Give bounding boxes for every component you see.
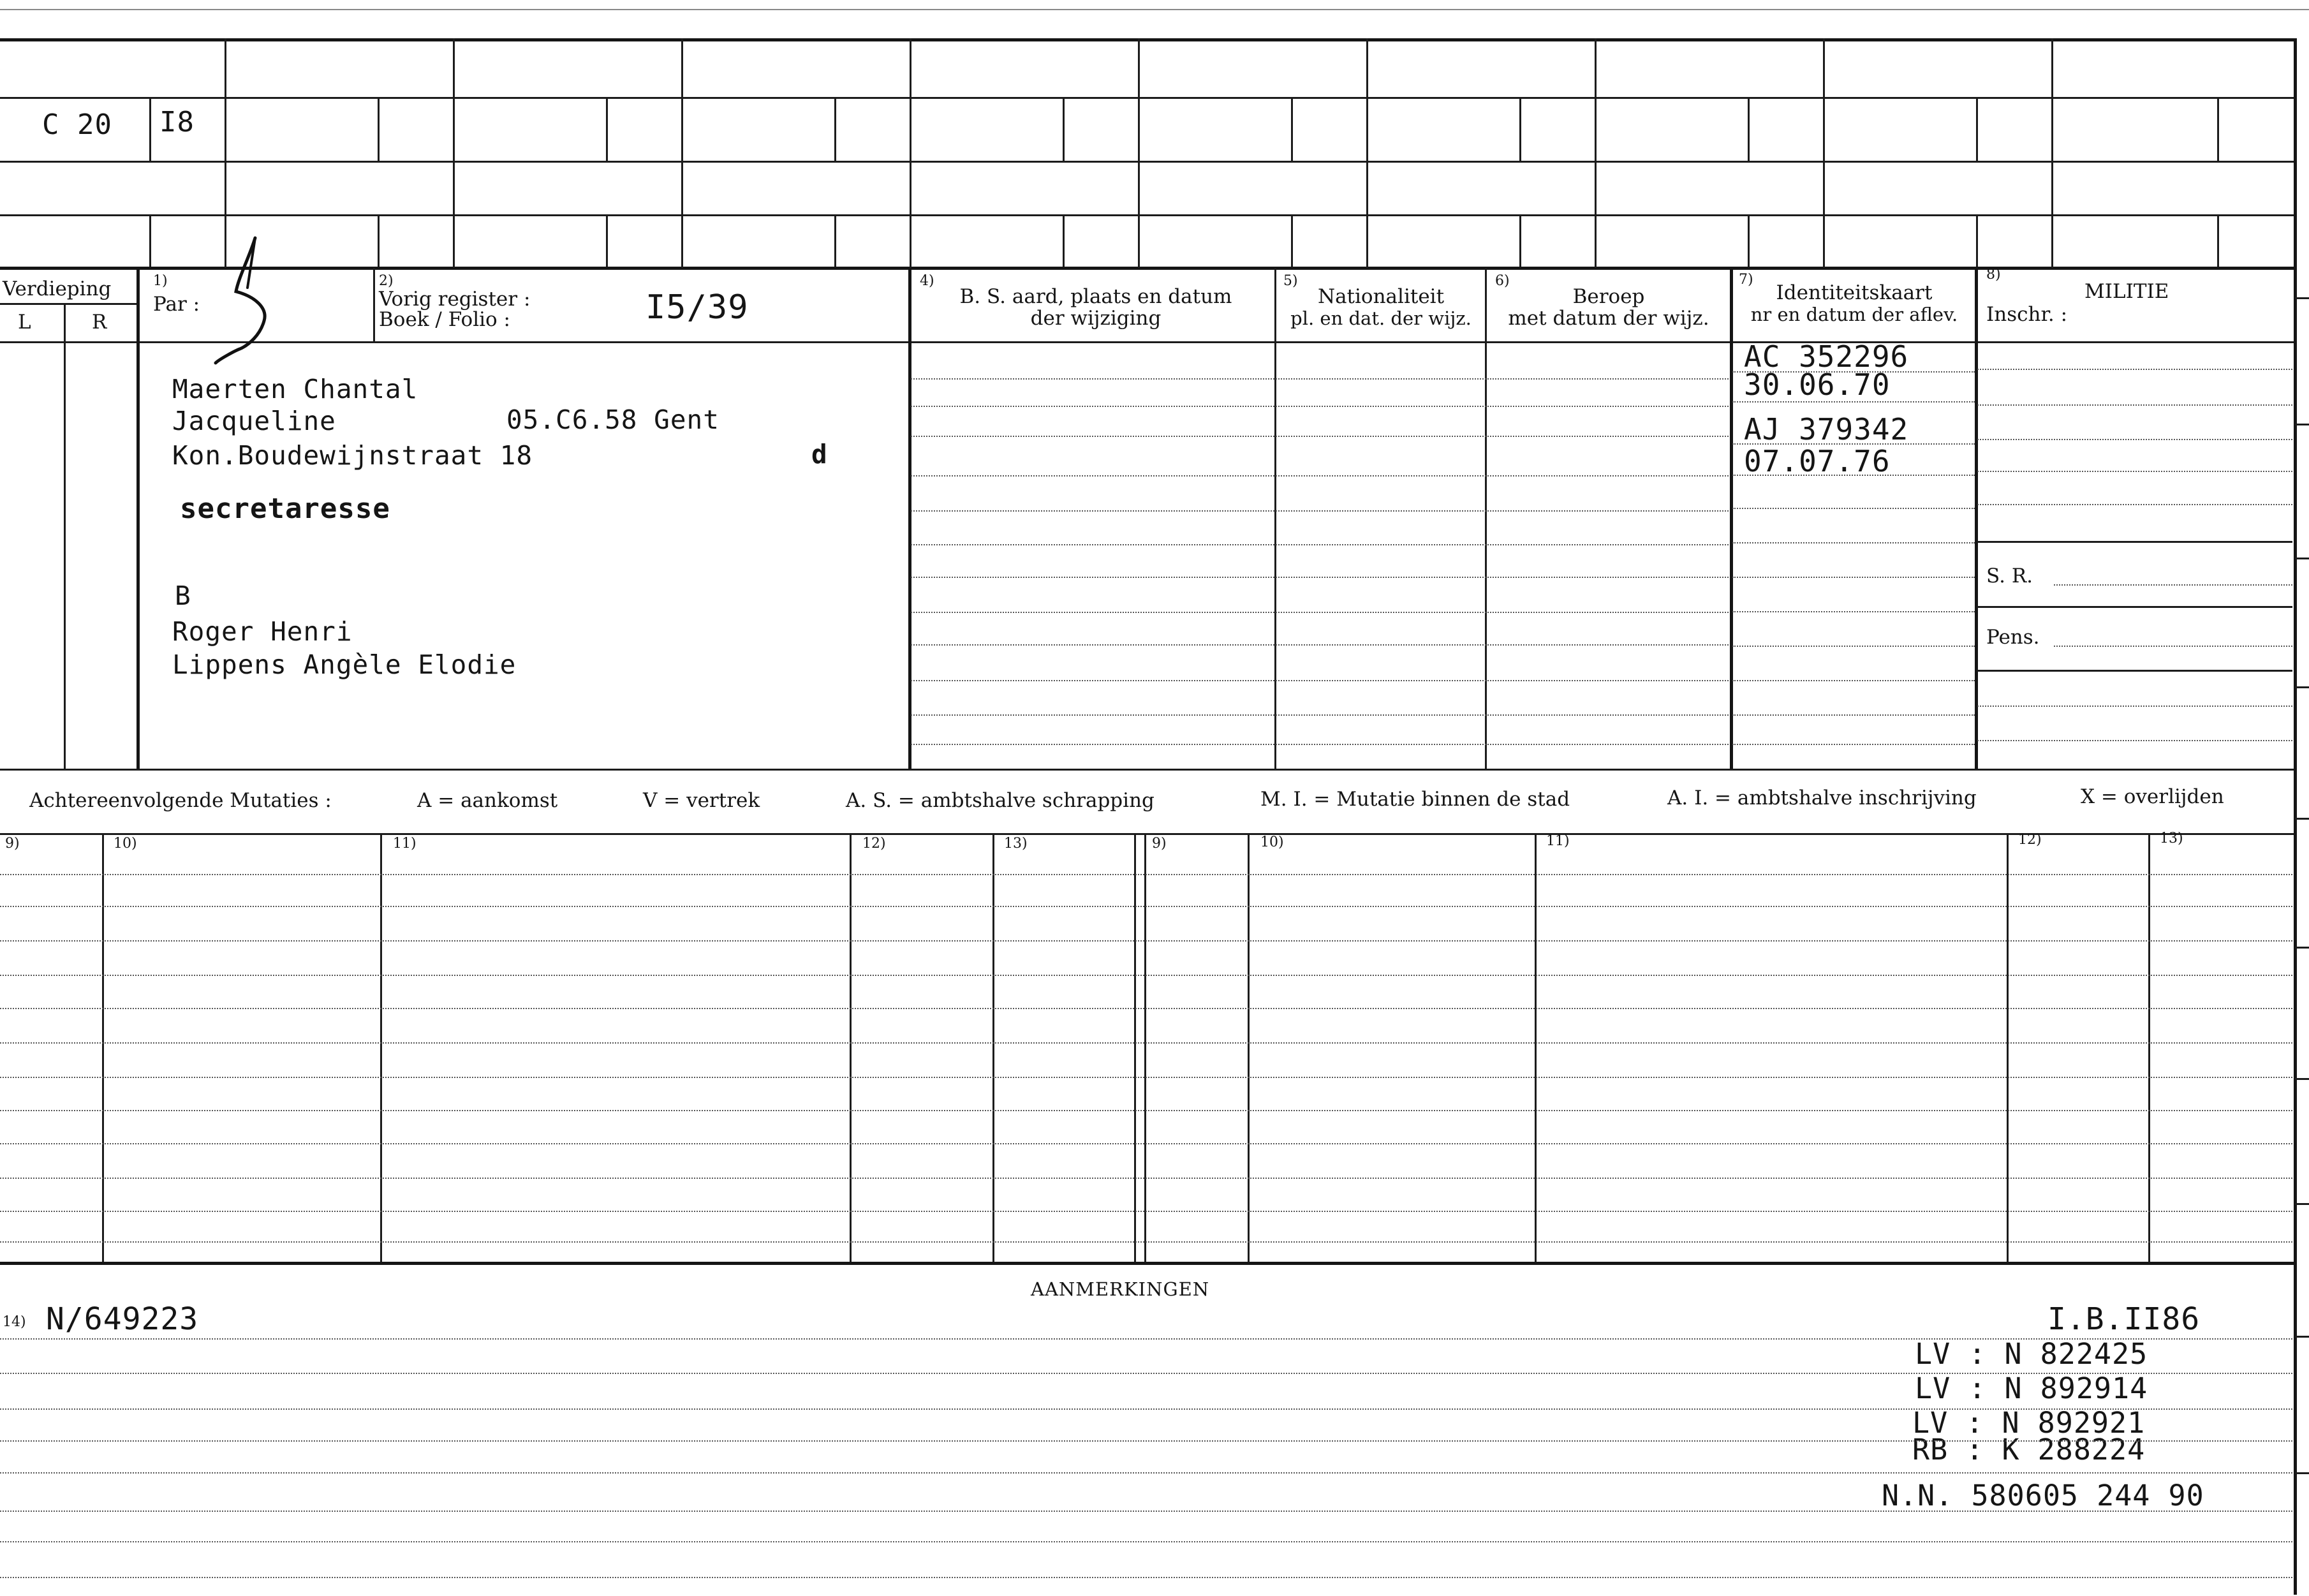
col5-label-2: pl. en dat. der wijz. <box>1290 307 1472 329</box>
col6-label-1: Beroep <box>1572 285 1645 308</box>
top-grid-vline <box>1823 38 1825 268</box>
mutations-col-line <box>1248 833 1250 1262</box>
top-grid-subline <box>2217 214 2219 267</box>
mutations-bottom-line <box>0 1262 2294 1265</box>
militie-inschr: Inschr. : <box>1986 303 2068 326</box>
top-grid-cell-1: C 20 <box>42 108 112 141</box>
top-grid-subline <box>1748 214 1750 267</box>
mut-col-13: 13) <box>1004 836 1028 852</box>
id-card-1-number: AC 352296 <box>1744 339 1909 374</box>
mutations-col-line <box>2007 833 2009 1262</box>
col2-label-1: Vorig register : <box>379 288 531 311</box>
mut-col-13b: 13) <box>2160 831 2183 846</box>
person-mother: Lippens Angèle Elodie <box>172 649 517 680</box>
col-divider-6 <box>1485 268 1487 770</box>
top-grid-line-4 <box>0 214 2296 216</box>
top-grid-subline <box>834 214 836 267</box>
col7-label-1: Identiteitskaart <box>1776 281 1933 304</box>
militie-pens: Pens. <box>1986 626 2040 649</box>
top-grid-line-1 <box>0 38 2296 41</box>
verdieping-split-line <box>0 303 137 305</box>
col5-number: 5) <box>1283 273 1298 289</box>
person-profession: secretaresse <box>180 492 390 525</box>
person-name: Maerten Chantal <box>172 374 418 404</box>
top-grid-line-5 <box>0 267 2296 270</box>
legend-item-death: X = overlijden <box>2081 785 2224 808</box>
handwritten-mark-icon <box>210 233 281 367</box>
col-divider-2 <box>373 268 375 343</box>
mut-col-11b: 11) <box>1546 833 1570 849</box>
mutations-col-line <box>1134 833 1136 1262</box>
top-grid-subline <box>606 214 608 267</box>
remarks-entry-3: LV : N 892921 <box>1912 1406 2146 1440</box>
top-grid-subline <box>1976 97 1978 161</box>
mut-col-12: 12) <box>862 836 886 852</box>
verdieping-r: R <box>92 311 107 334</box>
legend-item-registration: A. I. = ambtshalve inschrijving <box>1667 787 1977 809</box>
top-grid-vline <box>910 38 911 268</box>
top-grid-subline <box>1291 97 1293 161</box>
mut-col-9: 9) <box>5 836 20 852</box>
top-grid-subline <box>606 97 608 161</box>
top-grid-vline <box>1138 38 1140 268</box>
top-grid-subline <box>149 97 151 161</box>
remarks-entry-1: LV : N 822425 <box>1915 1337 2148 1371</box>
top-grid-vline <box>453 38 455 268</box>
militie-title: MILITIE <box>2084 280 2169 303</box>
legend-item-arrival: A = aankomst <box>417 789 558 812</box>
remarks-entry-2: LV : N 892914 <box>1915 1371 2148 1405</box>
top-grid-subline <box>1976 214 1978 267</box>
top-grid-cell-2: I8 <box>159 106 195 138</box>
top-grid-vline <box>681 38 683 268</box>
col-divider-4 <box>908 268 911 770</box>
top-grid-subline <box>1291 214 1293 267</box>
col4-number: 4) <box>920 273 934 289</box>
mutations-col-line <box>380 833 382 1262</box>
col7-number: 7) <box>1739 272 1753 288</box>
remarks-left-value: N/649223 <box>46 1301 199 1337</box>
top-grid-subline <box>1063 97 1065 161</box>
top-grid-subline <box>834 97 836 161</box>
top-grid-subline <box>1063 214 1065 267</box>
mut-col-10b: 10) <box>1260 834 1284 850</box>
person-marker: d <box>811 439 828 469</box>
mut-col-10: 10) <box>114 836 137 852</box>
remarks-ib: I.B.II86 <box>2047 1301 2201 1337</box>
top-grid-subline <box>149 214 151 267</box>
top-grid-line-2 <box>0 97 2296 99</box>
top-grid-subline <box>1519 214 1521 267</box>
mutations-col-line <box>992 833 994 1262</box>
top-grid-vline <box>1595 38 1597 268</box>
top-grid-subline <box>1748 97 1750 161</box>
mutations-col-line <box>1535 833 1537 1262</box>
col-divider-5 <box>1274 268 1276 770</box>
mutations-col-line <box>850 833 852 1262</box>
col6-label-2: met datum der wijz. <box>1508 307 1709 330</box>
mutations-col-line <box>1144 833 1146 1262</box>
legend-item-removal: A. S. = ambtshalve schrapping <box>846 789 1154 812</box>
col1-label: Par : <box>153 293 200 316</box>
top-grid-subline <box>1519 97 1521 161</box>
remarks-nn: N.N. 580605 244 90 <box>1882 1479 2204 1512</box>
col2-label-2: Boek / Folio : <box>379 308 510 331</box>
col-divider-lr <box>64 303 66 770</box>
person-address: Kon.Boudewijnstraat 18 <box>172 440 533 471</box>
col-divider-1 <box>136 268 140 770</box>
col5-label-1: Nationaliteit <box>1317 285 1445 308</box>
mut-col-9b: 9) <box>1152 836 1167 852</box>
mutations-col-line <box>102 833 104 1262</box>
legend-item-internal: M. I. = Mutatie binnen de stad <box>1260 788 1570 811</box>
top-grid-subline <box>2217 97 2219 161</box>
person-father: Roger Henri <box>172 616 353 647</box>
remarks-number: 14) <box>3 1314 26 1330</box>
col2-value: I5/39 <box>645 288 749 327</box>
person-code: B <box>175 580 191 611</box>
col2-number: 2) <box>379 273 394 289</box>
verdieping-l: L <box>18 311 31 334</box>
id-card-2-number: AJ 379342 <box>1744 412 1909 447</box>
col4-label-2: der wijziging <box>1030 307 1162 330</box>
col8-number: 8) <box>1986 267 2001 283</box>
mutations-top-line <box>0 833 2294 835</box>
col6-number: 6) <box>1495 273 1510 289</box>
top-grid-line-3 <box>0 161 2296 163</box>
remarks-title: AANMERKINGEN <box>1031 1278 1210 1300</box>
legend-item-departure: V = vertrek <box>643 789 760 812</box>
mut-col-11: 11) <box>393 836 417 852</box>
top-grid-subline <box>378 97 380 161</box>
militie-sr: S. R. <box>1986 565 2033 587</box>
verdieping-label: Verdieping <box>3 277 112 300</box>
col1-number: 1) <box>153 273 168 289</box>
top-grid-vline <box>1366 38 1368 268</box>
mut-col-12b: 12) <box>2018 832 2042 848</box>
header-bottom-line <box>0 341 2294 343</box>
top-grid-vline <box>2051 38 2053 268</box>
col4-label-1: B. S. aard, plaats en datum <box>959 285 1232 308</box>
id-card-1-date: 30.06.70 <box>1744 367 1891 402</box>
id-card-2-date: 07.07.76 <box>1744 444 1891 478</box>
top-grid-subline <box>378 214 380 267</box>
col-divider-7 <box>1730 268 1733 770</box>
person-birth: 05.C6.58 Gent <box>506 404 719 435</box>
col-divider-8 <box>1975 268 1978 770</box>
top-edge-line <box>0 9 2309 10</box>
body-bottom-line <box>0 769 2294 771</box>
col7-label-2: nr en datum der aflev. <box>1750 304 1958 325</box>
remarks-entry-4: RB : K 288224 <box>1912 1433 2146 1467</box>
person-second-name: Jacqueline <box>172 406 336 436</box>
mutations-col-line <box>2148 833 2150 1262</box>
legend-title: Achtereenvolgende Mutaties : <box>29 789 332 812</box>
right-border <box>2294 38 2297 1595</box>
